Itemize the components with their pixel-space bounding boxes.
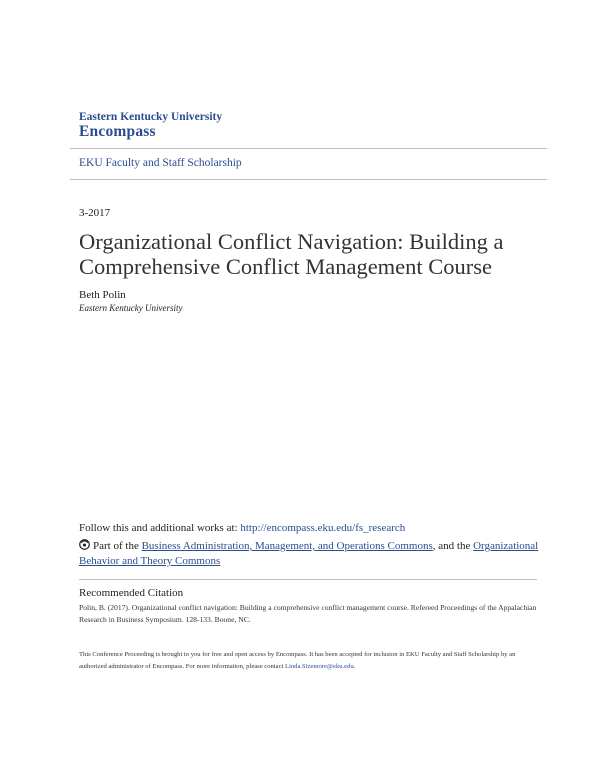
follow-line: [79, 522, 405, 534]
header-divider-top: [70, 148, 547, 149]
notice-end: .: [353, 662, 356, 670]
org-behavior-commons-link[interactable]: Organizational Behavior and Theory Commons: [79, 540, 539, 567]
part-of-and: , and the: [432, 540, 471, 552]
follow-label: Follow this and additional works at:: [79, 522, 238, 534]
repository-name[interactable]: Encompass: [79, 123, 156, 140]
commons-icon: [79, 539, 90, 550]
header-divider-bottom: [70, 179, 547, 180]
citation-heading: Recommended Citation: [79, 587, 184, 599]
part-of-prefix: Part of the: [93, 540, 139, 552]
notice-text: This Conference Proceeding is brought to you for free and open access by Encompass. It has been accepted for inclusion in EKU Faculty and Staff Scholarship by an authorized administrator of Encompass. For more information, please contact: [79, 651, 516, 670]
access-notice: [79, 649, 539, 672]
repository-url-link[interactable]: http://encompass.eku.edu/fs_research: [240, 522, 406, 534]
paper-title: Organizational Conflict Navigation: Building a Comprehensive Conflict Management Course: [79, 229, 504, 279]
publication-date: 3-2017: [79, 207, 111, 219]
part-of-line: [79, 539, 549, 569]
author-name: Beth Polin: [79, 289, 126, 301]
citation-divider: [79, 579, 537, 580]
institution-name: Eastern Kentucky University: [79, 111, 223, 123]
collection-link[interactable]: EKU Faculty and Staff Scholarship: [79, 157, 242, 169]
author-affiliation: Eastern Kentucky University: [79, 303, 183, 313]
citation-text: Polin, B. (2017). Organizational conflict navigation: Building a comprehensive conflict management course. Refereed Proceedings of the Appalachian Research in Business Symposium. 128-133. Boone, NC.: [79, 603, 537, 624]
business-commons-link[interactable]: Business Administration, Management, and Operations Commons: [141, 540, 433, 552]
contact-email-link[interactable]: Linda.Sizemore@eku.edu: [285, 662, 354, 670]
